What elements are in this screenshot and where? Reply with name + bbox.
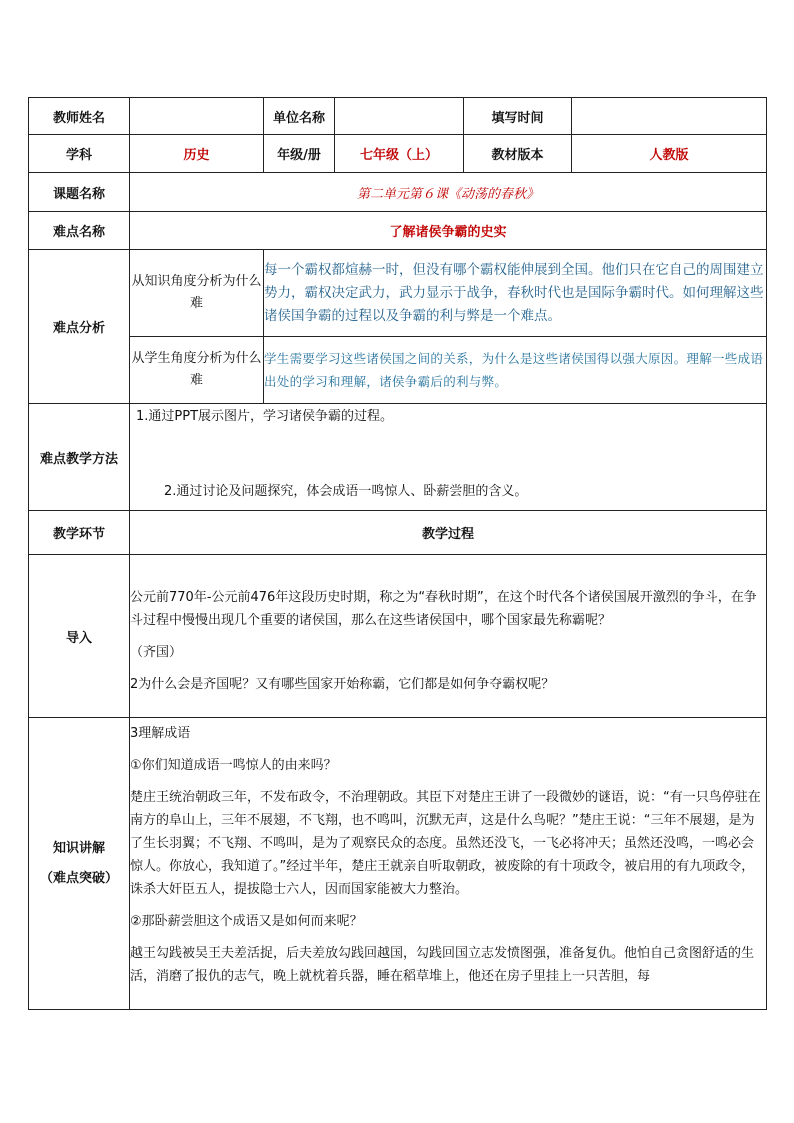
topic-row (29, 173, 767, 212)
analysis-knowledge-row (29, 250, 767, 337)
knowledge-angle-text: 每一个霸权都煊赫一时，但没有哪个霸权能伸展到全国。他们只在它自己的周围建立势力，霸权决定武力，武力显示于战争，春秋时代也是国际争霸时代。如何理解这些诸侯国争霸的过程以及争霸的利与弊是一个难点。 (264, 250, 767, 337)
process-header: 教学过程 (130, 511, 767, 555)
knowledge-row (29, 718, 767, 1010)
knowledge-paragraph-5: 越王勾践被吴王夫差活捉，后夫差放勾践回越国，勾践回国立志发愤图强，准备复仇。他怕自己贪图舒适的生活，消磨了报仇的志气，晚上就枕着兵器，睡在稻草堆上，他还在房子里挂上一只苦胆，每 (130, 945, 755, 984)
knowledge-paragraph-2: ①你们知道成语一鸣惊人的由来吗？ (130, 757, 337, 773)
teacher-name-label: 教师姓名 (29, 98, 130, 135)
knowledge-sublabel: （难点突破） (39, 870, 118, 886)
fill-date-label: 填写时间 (464, 98, 572, 135)
grade-value: 七年级（上） (335, 135, 464, 173)
difficulty-value: 了解诸侯争霸的史实 (130, 212, 767, 250)
intro-paragraph-3: 2为什么会是齐国呢？又有哪些国家开始称霸，它们都是如何争夺霸权呢？ (130, 676, 555, 692)
header-row-teacher (29, 98, 767, 135)
method-content (130, 404, 767, 511)
grade-label: 年级/册 (264, 135, 335, 173)
difficulty-label: 难点名称 (29, 212, 130, 250)
method-label: 难点教学方法 (29, 404, 130, 511)
knowledge-content-clip (130, 722, 766, 1006)
knowledge-paragraph-4: ②那卧薪尝胆这个成语又是如何而来呢？ (130, 913, 363, 929)
knowledge-label-cell (29, 718, 130, 1010)
edition-value: 人教版 (572, 135, 767, 173)
method-item-1: 1.通过PPT展示图片，学习诸侯争霸的过程。 (136, 409, 394, 424)
method-row (29, 404, 767, 511)
knowledge-paragraph-1: 3理解成语 (130, 725, 191, 741)
intro-paragraph-2: （齐国） (130, 644, 183, 660)
process-header-row (29, 511, 767, 555)
intro-paragraph-1: 公元前770年-公元前476年这段历史时期，称之为“春秋时期”，在这个时代各个诸侯国展开激烈的争斗，在争斗过程中慢慢出现几个重要的诸侯国，那么在这些诸侯国中，哪个国家最先称霸呢？ (130, 589, 757, 628)
knowledge-content (130, 718, 767, 1010)
unit-name-value (335, 98, 464, 135)
method-item-2: 2.通过讨论及问题探究，体会成语一鸣惊人、卧薪尝胆的含义。 (164, 484, 528, 499)
stage-header: 教学环节 (29, 511, 130, 555)
student-angle-text: 学生需要学习这些诸侯国之间的关系，为什么是这些诸侯国得以强大原因。理解一些成语出处的学习和理解，诸侯争霸后的利与弊。 (264, 337, 767, 404)
subject-value: 历史 (130, 135, 264, 173)
knowledge-label: 知识讲解 (52, 840, 105, 856)
intro-label: 导入 (29, 555, 130, 718)
analysis-student-row (29, 337, 767, 404)
fill-date-value (572, 98, 767, 135)
unit-name-label: 单位名称 (264, 98, 335, 135)
topic-value: 第二单元第６课《动荡的春秋》 (130, 173, 767, 212)
topic-label: 课题名称 (29, 173, 130, 212)
difficulty-row (29, 212, 767, 250)
edition-label: 教材版本 (464, 135, 572, 173)
knowledge-angle-label: 从知识角度分析为什么难 (130, 250, 264, 337)
header-row-subject (29, 135, 767, 173)
intro-content (130, 555, 767, 718)
subject-label: 学科 (29, 135, 130, 173)
teacher-name-value (130, 98, 264, 135)
knowledge-paragraph-3: 楚庄王统治朝政三年，不发布政令，不治理朝政。其臣下对楚庄王讲了一段微妙的谜语，说：“有一只鸟停驻在南方的阜山上，三年不展翅，不飞翔，也不鸣叫，沉默无声，这是什么鸟呢？”楚庄王说：“三年不展翅，是为了生长羽翼；不飞翔、不鸣叫，是为了观察民众的态度。虽然还没飞，一飞必将冲天；虽然还没鸣，一鸣必会惊人。你放心，我知道了。”经过半年，楚庄王就亲自听取朝政，被废除的有十项政令，被启用的有九项政令，诛杀大奸臣五人，提拔隐士六人，因而国家能被大力整治。 (130, 789, 761, 897)
student-angle-label: 从学生角度分析为什么难 (130, 337, 264, 404)
analysis-label: 难点分析 (29, 250, 130, 404)
lesson-plan-table (28, 97, 767, 1010)
intro-row (29, 555, 767, 718)
